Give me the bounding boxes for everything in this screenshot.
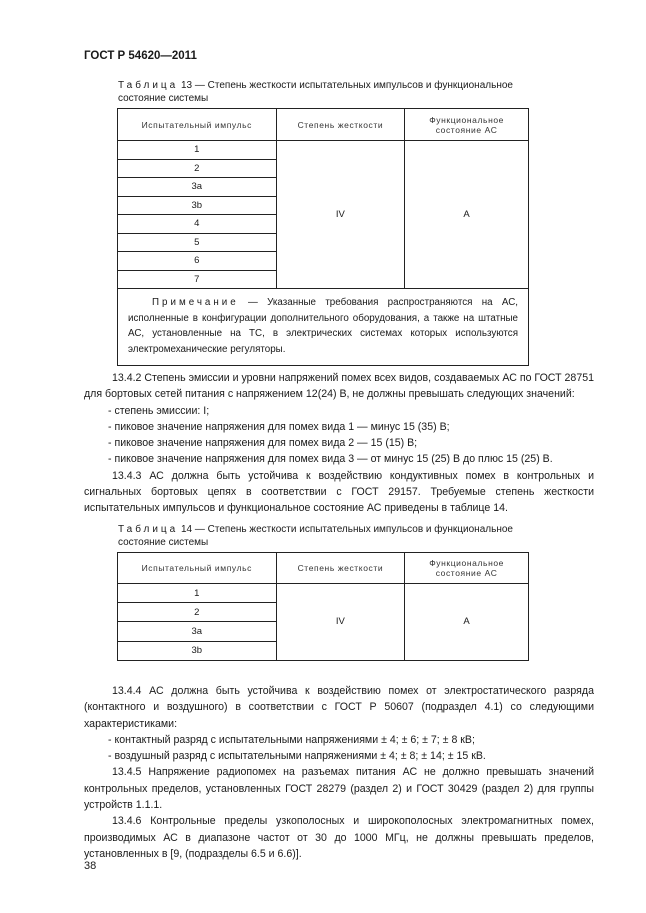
note-text: — Указанные требования распространяются на АС, исполненные в конфигурации дополнительного оборудования, а также на штатные АС, установленные на ТС, в электрических системах которых используются электромеханические регуляторы. [128, 297, 518, 355]
paragraph: 13.4.5 Напряжение радиопомех на разъемах питания АС не должно превышать значений контрольных пределов, установленных ГОСТ 28279 (раздел 2) и ГОСТ 30429 (раздел 2) для группы устройств 1.1.1. [84, 766, 594, 812]
list-item: - контактный разряд с испытательными напряжениями ± 4; ± 6; ± 7; ± 8 кВ; [108, 733, 475, 746]
severity-cell: IV [276, 141, 405, 289]
severity-cell: IV [276, 584, 405, 661]
impulse-cell: 6 [118, 252, 277, 271]
caption-text: 13 — Степень жесткости испытательных импульсов и функциональное состояние системы [118, 80, 513, 104]
table-13-caption [118, 80, 538, 105]
table-header-row [118, 553, 529, 584]
section-13-4-2-3 [84, 370, 594, 517]
table-note [118, 289, 529, 366]
impulse-cell: 3a [118, 178, 277, 197]
table-13 [117, 108, 529, 366]
column-header: Функциональное состояние АС [405, 109, 529, 141]
note-label: Примечание [152, 297, 239, 308]
impulse-cell: 3b [118, 641, 277, 660]
document-header: ГОСТ Р 54620—2011 [84, 50, 197, 62]
section-13-4-4-6 [84, 683, 594, 862]
table-14 [117, 552, 529, 661]
paragraph: 13.4.2 Степень эмиссии и уровни напряжений помех всех видов, создаваемых АС по ГОСТ 28751 для бортовых сетей питания с напряжением 12(24) В, не должны превышать следующих значений: [84, 372, 594, 401]
impulse-cell: 2 [118, 603, 277, 622]
paragraph: 13.4.4 АС должна быть устойчива к воздействию помех от электростатического разряда (контактного и воздушного) в соответствии с ГОСТ Р 50607 (подраздел 4.1) со следующими характеристиками: [84, 685, 594, 730]
column-header: Функциональное состояние АС [405, 553, 529, 584]
impulse-cell: 4 [118, 215, 277, 234]
state-cell: А [405, 584, 529, 661]
caption-text: 14 — Степень жесткости испытательных импульсов и функциональное состояние системы [118, 524, 513, 548]
list-item: - пиковое значение напряжения для помех вида 1 — минус 15 (35) В; [108, 420, 450, 433]
caption-label: Таблица [118, 524, 179, 535]
column-header: Испытательный импульс [118, 553, 277, 584]
page-number: 38 [84, 860, 97, 872]
table-header-row [118, 109, 529, 141]
table-14-caption [118, 524, 538, 549]
impulse-cell: 5 [118, 233, 277, 252]
impulse-cell: 2 [118, 159, 277, 178]
list-item: - пиковое значение напряжения для помех вида 2 — 15 (15) В; [108, 437, 418, 450]
table-row [118, 141, 529, 160]
caption-label: Таблица [118, 80, 179, 91]
list-item: - степень эмиссии: I; [108, 404, 210, 417]
column-header: Испытательный импульс [118, 109, 277, 141]
impulse-cell: 7 [118, 270, 277, 289]
impulse-cell: 1 [118, 584, 277, 603]
paragraph: 13.4.6 Контрольные пределы узкополосных и широкополосных электромагнитных помех, производимых АС в диапазоне частот от 30 до 1000 МГц, не должны превышать пределов, установленных в [9, (подразделы 6.5 и 6.6)]. [84, 815, 594, 860]
note-row [118, 289, 529, 366]
paragraph: 13.4.3 АС должна быть устойчива к воздействию кондуктивных помех в контрольных и сигнальных бортовых цепях в соответствии с ГОСТ 29157. Требуемые степень жесткости испытательных импульсов и функциональное состояние АС приведены в таблице 14. [84, 469, 594, 515]
impulse-cell: 3a [118, 622, 277, 641]
list-item: - пиковое значение напряжения для помех вида 3 — от минус 15 (25) В до плюс 15 (25) В. [108, 453, 553, 466]
column-header: Степень жесткости [276, 109, 405, 141]
column-header: Степень жесткости [276, 553, 405, 584]
table-row [118, 584, 529, 603]
state-cell: А [405, 141, 529, 289]
list-item: - воздушный разряд с испытательными напряжениями ± 4; ± 8; ± 14; ± 15 кВ. [108, 750, 486, 763]
impulse-cell: 1 [118, 141, 277, 160]
impulse-cell: 3b [118, 196, 277, 215]
